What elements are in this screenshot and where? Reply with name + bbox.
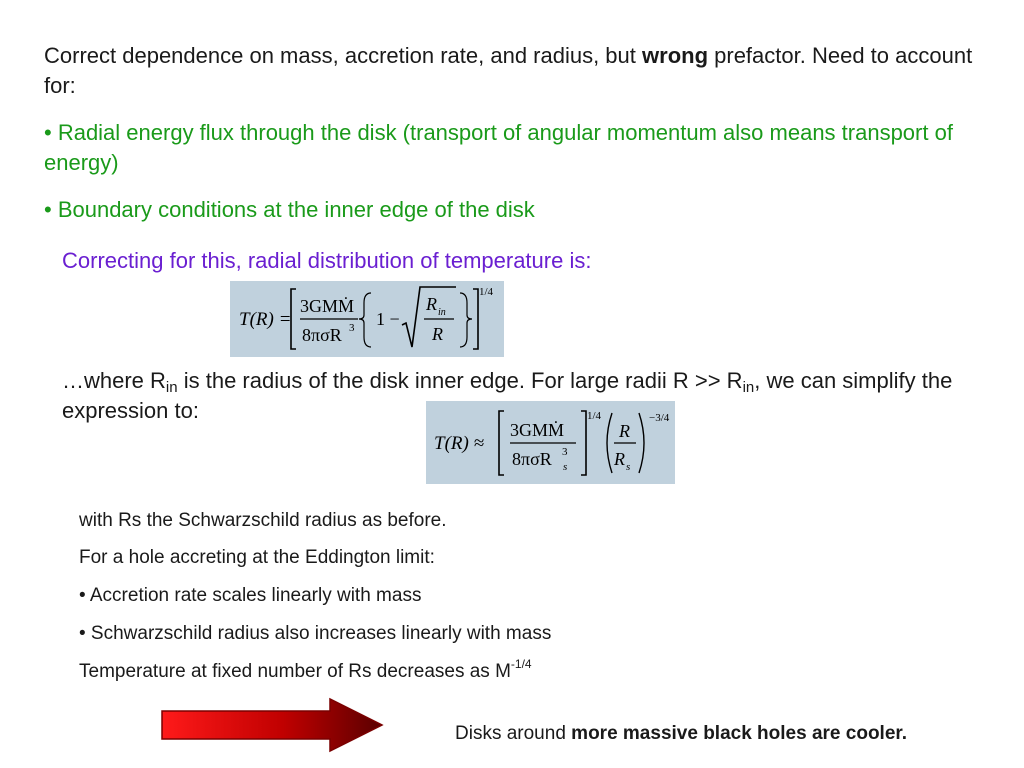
svg-text:R: R	[432, 324, 443, 344]
correcting-line: Correcting for this, radial distribution of temperature is:	[62, 248, 592, 273]
svg-text:s: s	[626, 461, 631, 473]
svg-text:3GMṀ: 3GMṀ	[300, 296, 355, 316]
svg-text:T(R) ≈: T(R) ≈	[434, 433, 485, 454]
eddington-line: For a hole accreting at the Eddington limit:	[79, 547, 435, 568]
svg-text:8πσR: 8πσR	[302, 325, 342, 345]
svg-text:3: 3	[562, 446, 568, 458]
bullet-accretion-rate: • Accretion rate scales linearly with mass	[79, 585, 422, 606]
temperature-line: Temperature at fixed number of Rs decreases as $M^{-1/4}$	[79, 657, 532, 682]
svg-text:1 −: 1 −	[376, 309, 400, 329]
svg-text:3GMṀ: 3GMṀ	[510, 420, 565, 440]
equation-temperature-simplified	[426, 401, 675, 484]
bullet-schwarzschild: • Schwarzschild radius also increases linearly with mass	[79, 623, 552, 644]
conclusion-bold: more massive black holes are cooler.	[571, 723, 908, 744]
bold-wrong: wrong	[642, 43, 709, 68]
rs-line: with Rs the Schwarzschild radius as before.	[79, 510, 447, 531]
bullet-radial-flux: • Radial energy flux through the disk (transport of angular momentum also means transport of energy)	[44, 120, 953, 175]
equation-temperature-full	[230, 281, 504, 357]
svg-text:T(R) =: T(R) =	[239, 309, 292, 330]
bullet-boundary: • Boundary conditions at the inner edge of the disk	[44, 197, 535, 222]
svg-text:in: in	[438, 307, 446, 318]
svg-text:3: 3	[349, 322, 355, 334]
right-arrow-icon	[160, 697, 386, 753]
conclusion: Disks around more massive black holes are cooler.	[455, 723, 908, 744]
svg-text:R: R	[426, 294, 437, 314]
svg-text:1/4: 1/4	[479, 286, 494, 298]
svg-text:R: R	[614, 449, 625, 469]
svg-text:s: s	[563, 461, 568, 473]
intro-paragraph: Correct dependence on mass, accretion rate, and radius, but wrong prefactor. Need to account for:	[44, 43, 973, 98]
svg-text:1/4: 1/4	[587, 410, 602, 422]
svg-text:8πσR: 8πσR	[512, 449, 552, 469]
svg-text:R: R	[619, 421, 630, 441]
where-paragraph: …where $R_{in}$ is the radius of the disk inner edge. For large radii $R >> R_{in}$, we can simplify the expression to:	[62, 368, 953, 423]
svg-text:−3/4: −3/4	[649, 412, 670, 424]
